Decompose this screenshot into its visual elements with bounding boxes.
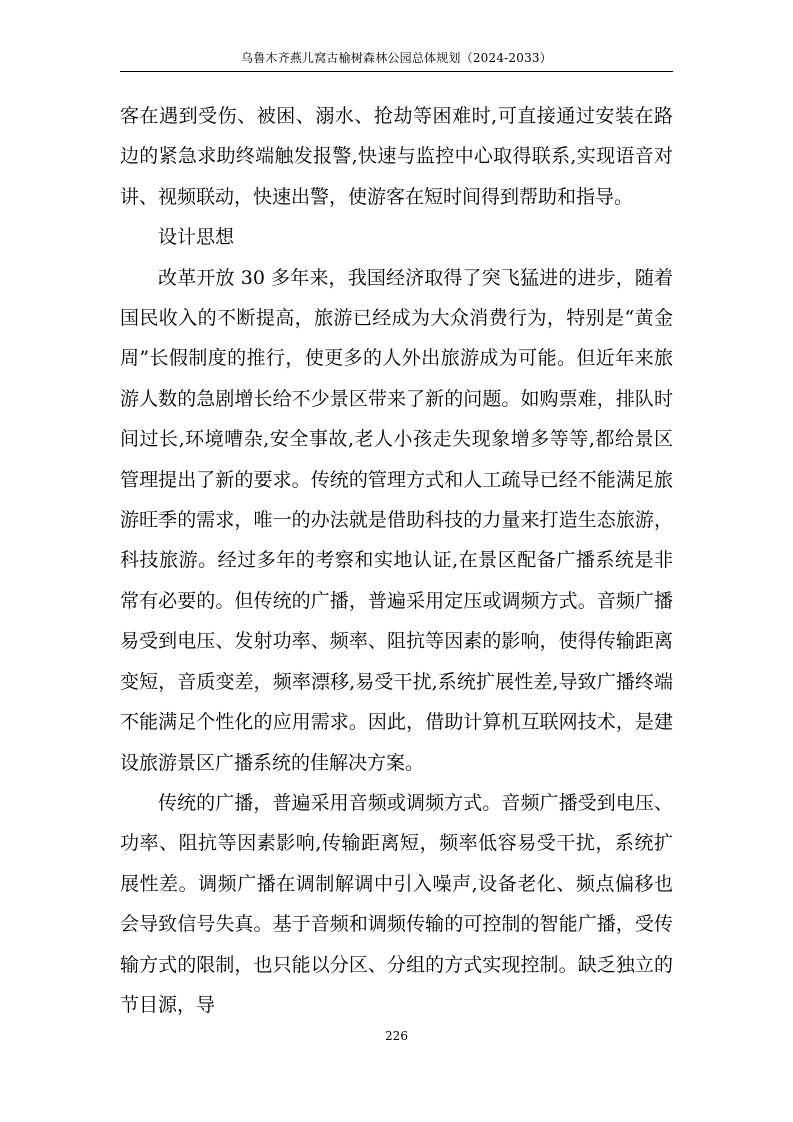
body-text <box>120 96 673 1025</box>
paragraph-traditional-broadcast: 传统的广播，普遍采用音频或调频方式。音频广播受到电压、功率、阻抗等因素影响,传输距离短，频率低容易受干扰，系统扩展性差。调频广播在调制解调中引入噪声,设备老化、频点偏移也会导致信号失真。基于音频和调频传输的可控制的智能广播，受传输方式的限制，也只能以分区、分组的方式实现控制。缺乏独立的节目源，导 <box>120 791 673 1016</box>
paragraph-background: 改革开放 30 多年来，我国经济取得了突飞猛进的进步，随着国民收入的不断提高，旅游已经成为大众消费行为，特别是“黄金周”长假制度的推行，使更多的人外出旅游成为可能。但近年来旅游人数的急剧增长给不少景区带来了新的问题。如购票难，排队时间过长,环境嘈杂,安全事故,老人小孩走失现象增多等等,都给景区管理提出了新的要求。传统的管理方式和人工疏导已经不能满足旅游旺季的需求，唯一的办法就是借助科技的力量来打造生态旅游，科技旅游。经过多年的考察和实地认证,在景区配备广播系统是非常有必要的。但传统的广播，普遍采用定压或调频方式。音频广播易受到电压、发射功率、频率、阻抗等因素的影响，使得传输距离变短，音质变差，频率漂移,易受干扰,系统扩展性差,导致广播终端不能满足个性化的应用需求。因此，借助计算机互联网技术，是建设旅游景区广播系统的佳解决方案。 <box>120 266 673 774</box>
header-divider <box>120 71 673 72</box>
paragraph-continuation: 客在遇到受伤、被困、溺水、抢劫等困难时,可直接通过安装在路边的紧急求助终端触发报警,快速与监控中心取得联系,实现语音对讲、视频联动，快速出警，使游客在短时间得到帮助和指导。 <box>120 105 673 208</box>
section-heading-design-idea: 设计思想 <box>158 226 235 249</box>
page-number: 226 <box>385 1029 408 1043</box>
running-header-title: 乌鲁木齐燕儿窝古榆树森林公园总体规划（2024-2033） <box>241 51 552 65</box>
